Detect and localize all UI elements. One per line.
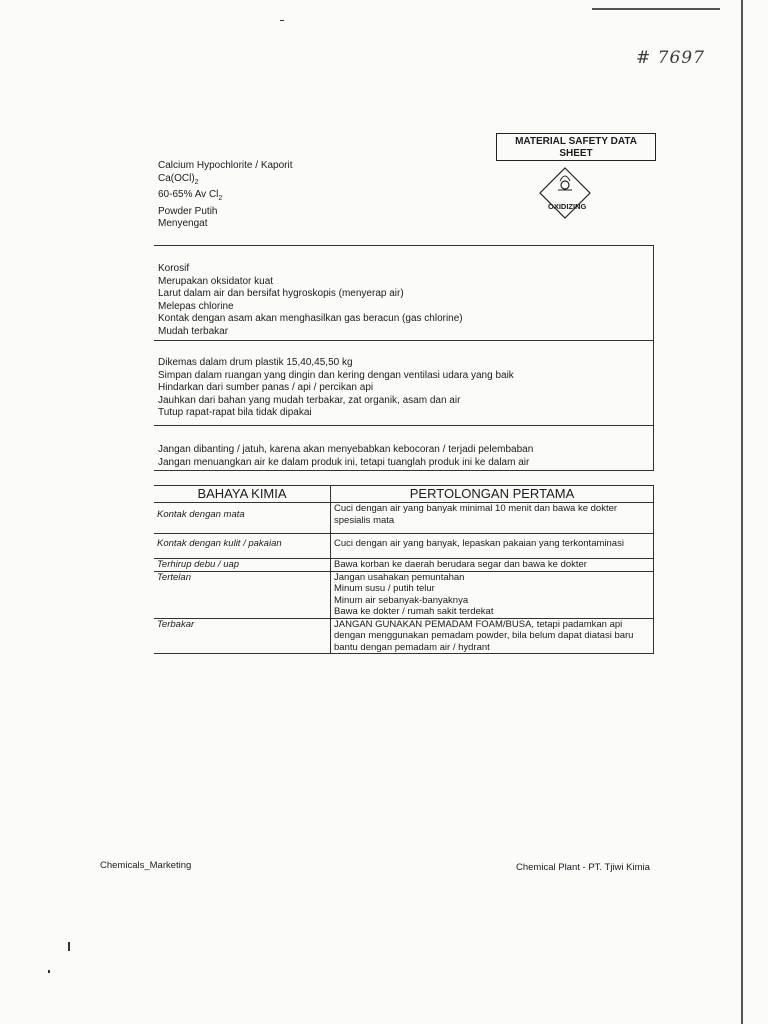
header-hazard: BAHAYA KIMIA: [154, 486, 331, 503]
storage-item: Simpan dalam ruangan yang dingin dan kering dengan ventilasi udara yang baik: [158, 369, 514, 381]
first-aid-cell: [331, 559, 654, 572]
msds-title-line-1: MATERIAL SAFETY DATA: [515, 136, 637, 147]
storage-item: Jauhkan dari bahan yang mudah terbakar, zat organik, asam dan air: [158, 394, 461, 406]
scan-speck: [68, 942, 70, 951]
first-aid-cell: [331, 618, 654, 654]
first-aid-line: JANGAN GUNAKAN PEMADAM FOAM/BUSA, tetapi padamkan api: [334, 618, 623, 630]
property-item: Larut dalam air dan bersifat hygroskopis (menyerap air): [158, 288, 404, 299]
first-aid-cell: [331, 534, 654, 559]
first-aid-line: Bawa ke dokter / rumah sakit terdekat: [334, 606, 494, 617]
property-item: Melepas chlorine: [158, 300, 234, 312]
properties-section: [154, 246, 654, 340]
property-item: Korosif: [158, 263, 190, 274]
oxidizing-label: OXIDIZING: [548, 202, 587, 211]
concentration: 60-65% Av $Cl_2$: [158, 189, 223, 202]
hazard-cell: Terhirup debu / uap: [154, 559, 331, 572]
handling-item: Jangan menuangkan air ke dalam produk ini, tetapi tuanglah produk ini ke dalam air: [158, 456, 530, 468]
handling-section: [154, 426, 654, 470]
first-aid-cell: [331, 571, 654, 618]
table-header-row: [154, 486, 654, 503]
scan-edge-line: [592, 8, 720, 10]
footer-right: Chemical Plant - PT. Tjiwi Kimia: [516, 862, 650, 873]
msds-title-box: [496, 133, 656, 161]
first-aid-line: Minum air sebanyak-banyaknya: [334, 594, 469, 606]
hazard-cell: Tertelan: [154, 571, 331, 618]
oxidizing-hazard-icon: [538, 166, 592, 220]
first-aid-cell: [331, 503, 654, 534]
table-row: [154, 503, 654, 534]
storage-item: Tutup rapat-rapat bila tidak dipakai: [158, 407, 312, 418]
section-divider: [154, 470, 654, 471]
hazard-cell: Terbakar: [154, 618, 331, 654]
table-row: [154, 559, 654, 572]
property-item: Merupakan oksidator kuat: [158, 275, 274, 287]
table-row: [154, 571, 654, 618]
header-first-aid: PERTOLONGAN PERTAMA: [331, 486, 654, 503]
first-aid-line: Bawa korban ke daerah berudara segar dan bawa ke dokter: [334, 559, 587, 570]
identification-block: [158, 160, 293, 231]
physical-form: Powder Putih: [158, 205, 218, 217]
storage-section: [154, 341, 654, 425]
table-row: [154, 534, 654, 559]
scan-speck: [48, 970, 50, 973]
first-aid-line: bantu dengan pemadam air / hydrant: [334, 641, 490, 653]
first-aid-line: dengan menggunakan pemadam powder, bila belum dapat diatasi baru: [334, 630, 634, 641]
hazard-cell: Kontak dengan kulit / pakaian: [154, 534, 331, 559]
handling-item: Jangan dibanting / jatuh, karena akan menyebabkan kebocoran / terjadi pelembaban: [158, 444, 534, 455]
msds-title-line-2: SHEET: [559, 148, 593, 159]
storage-item: Dikemas dalam drum plastik 15,40,45,50 kg: [158, 357, 353, 368]
scan-page-edge: [741, 0, 743, 1024]
first-aid-line: Cuci dengan air yang banyak minimal 10 menit dan bawa ke dokter: [334, 503, 618, 514]
first-aid-line: Cuci dengan air yang banyak, lepaskan pakaian yang terkontaminasi: [334, 538, 624, 549]
storage-item: Hindarkan dari sumber panas / api / percikan api: [158, 382, 374, 393]
first-aid-line: spesialis mata: [334, 514, 395, 526]
footer-left: Chemicals_Marketing: [100, 860, 192, 871]
first-aid-line: Jangan usahakan pemuntahan: [334, 571, 465, 583]
product-name: Calcium Hypochlorite / Kaporit: [158, 160, 293, 171]
odor: Menyengat: [158, 218, 208, 229]
property-item: Kontak dengan asam akan menghasilkan gas beracun (gas chlorine): [158, 313, 463, 324]
scan-speck: [280, 20, 284, 21]
property-item: Mudah terbakar: [158, 325, 229, 337]
table-row: [154, 618, 654, 654]
first-aid-line: Minum susu / putih telur: [334, 583, 435, 594]
hazard-cell: Kontak dengan mata: [154, 503, 331, 534]
first-aid-table: [154, 485, 654, 654]
handwritten-annotation: # 7697: [636, 48, 705, 68]
chemical-formula: $Ca(OCl)_2$: [158, 172, 199, 186]
